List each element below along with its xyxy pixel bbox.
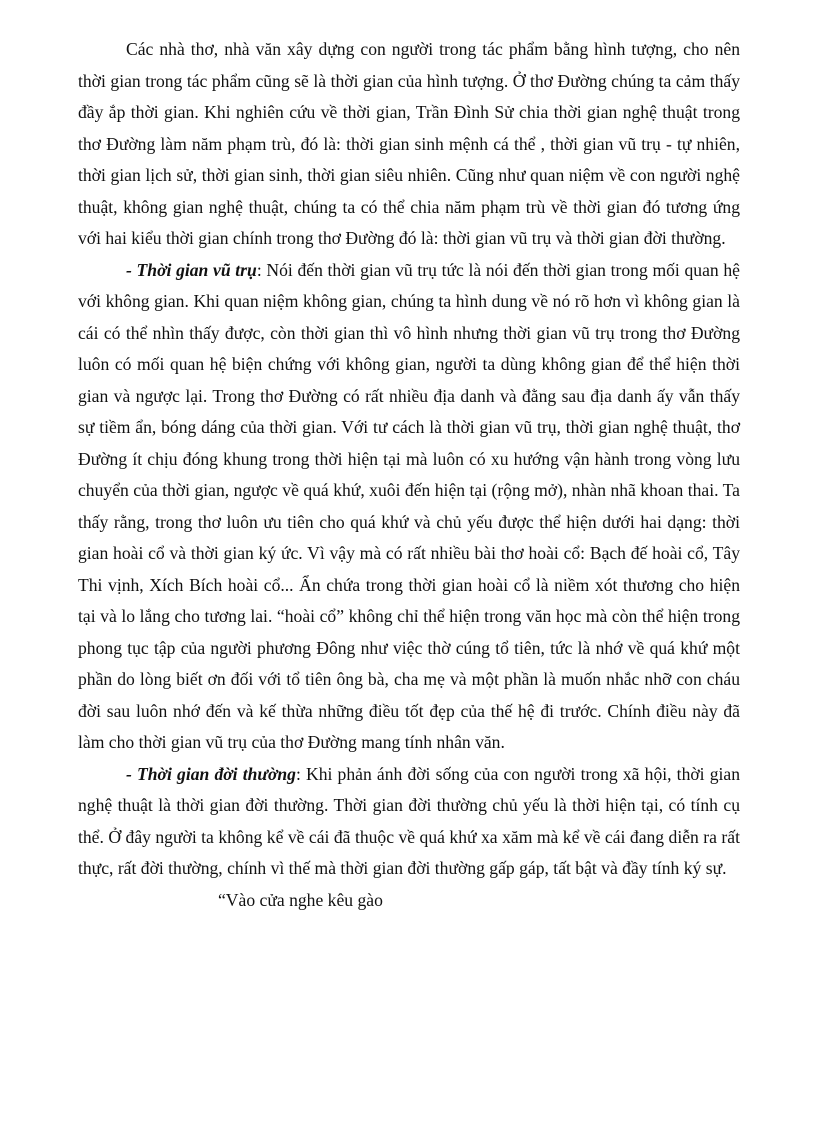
paragraph-everyday-time [78, 759, 740, 885]
poem-line: “Vào cửa nghe kêu gào [218, 889, 383, 910]
paragraph-everyday-time-body: : Khi phản ánh đời sống của con người trong xã hội, thời gian nghệ thuật là thời gian đời thường. Thời gian đời thường chủ yếu là thời hiện tại, có tính cụ thể. Ở đây người ta không kể về cái đã thuộc về quá khứ xa xăm mà kể về cái đang diễn ra rất thực, rất đời thường, chính vì thế mà thời gian đời thường gấp gáp, tất bật và đầy tính ký sự. [78, 763, 740, 878]
paragraph-cosmic-time [78, 255, 740, 759]
heading-cosmic-time: - Thời gian vũ trụ [126, 259, 257, 280]
paragraph-intro: Các nhà thơ, nhà văn xây dựng con người trong tác phẩm bằng hình tượng, cho nên thời gian trong tác phẩm cũng sẽ là thời gian của hình tượng. Ở thơ Đường chúng ta cảm thấy đầy ắp thời gian. Khi nghiên cứu về thời gian, Trần Đình Sử chia thời gian nghệ thuật trong thơ Đường làm năm phạm trù, đó là: thời gian sinh mệnh cá thể , thời gian vũ trụ - tự nhiên, thời gian lịch sử, thời gian sinh, thời gian siêu nhiên. Cũng như quan niệm về con người nghệ thuật, không gian nghệ thuật, chúng ta có thể chia năm phạm trù về thời gian đó tương ứng với hai kiểu thời gian chính trong thơ Đường đó là: thời gian vũ trụ và thời gian đời thường. [78, 39, 740, 248]
heading-everyday-time: - Thời gian đời thường [126, 763, 296, 784]
document-page [78, 34, 740, 916]
paragraph-cosmic-time-body: : Nói đến thời gian vũ trụ tức là nói đến thời gian trong mối quan hệ với không gian. Khi quan niệm không gian, chúng ta hình dung về nó rõ hơn vì không gian là cái có thể nhìn thấy được, còn thời gian thì vô hình nhưng thời gian vũ trụ trong thơ Đường luôn có mối quan hệ biện chứng với không gian, người ta dùng không gian để thể hiện thời gian và ngược lại. Trong thơ Đường có rất nhiều địa danh và đằng sau địa danh ấy vẫn thấy sự tiềm ẩn, bóng dáng của thời gian. Với tư cách là thời gian vũ trụ, thời gian nghệ thuật, thơ Đường ít chịu đóng khung trong thời hiện tại mà luôn có xu hướng vận hành trong vòng lưu chuyển của thời gian, ngược về quá khứ, xuôi đến hiện tại (rộng mở), nhàn nhã khoan thai. Ta thấy rằng, trong thơ luôn ưu tiên cho quá khứ và chủ yếu được thể hiện dưới hai dạng: thời gian hoài cổ và thời gian ký ức. Vì vậy mà có rất nhiều bài thơ hoài cổ: Bạch đế hoài cổ, Tây Thi vịnh, Xích Bích hoài cổ... Ẩn chứa trong thời gian hoài cổ là niềm xót thương cho hiện tại và lo lắng cho tương lai. “hoài cổ” không chỉ thể hiện trong văn học mà còn thể hiện trong phong tục tập của người phương Đông như việc thờ cúng tổ tiên, tức là nhớ về quá khứ một phần do lòng biết ơn đối với tổ tiên ông bà, cha mẹ và một phần là muốn nhắc nhỡ con cháu đời sau luôn nhớ đến và kế thừa những điều tốt đẹp của thế hệ đi trước. Chính điều này đã làm cho thời gian vũ trụ của thơ Đường mang tính nhân văn. [78, 259, 740, 752]
